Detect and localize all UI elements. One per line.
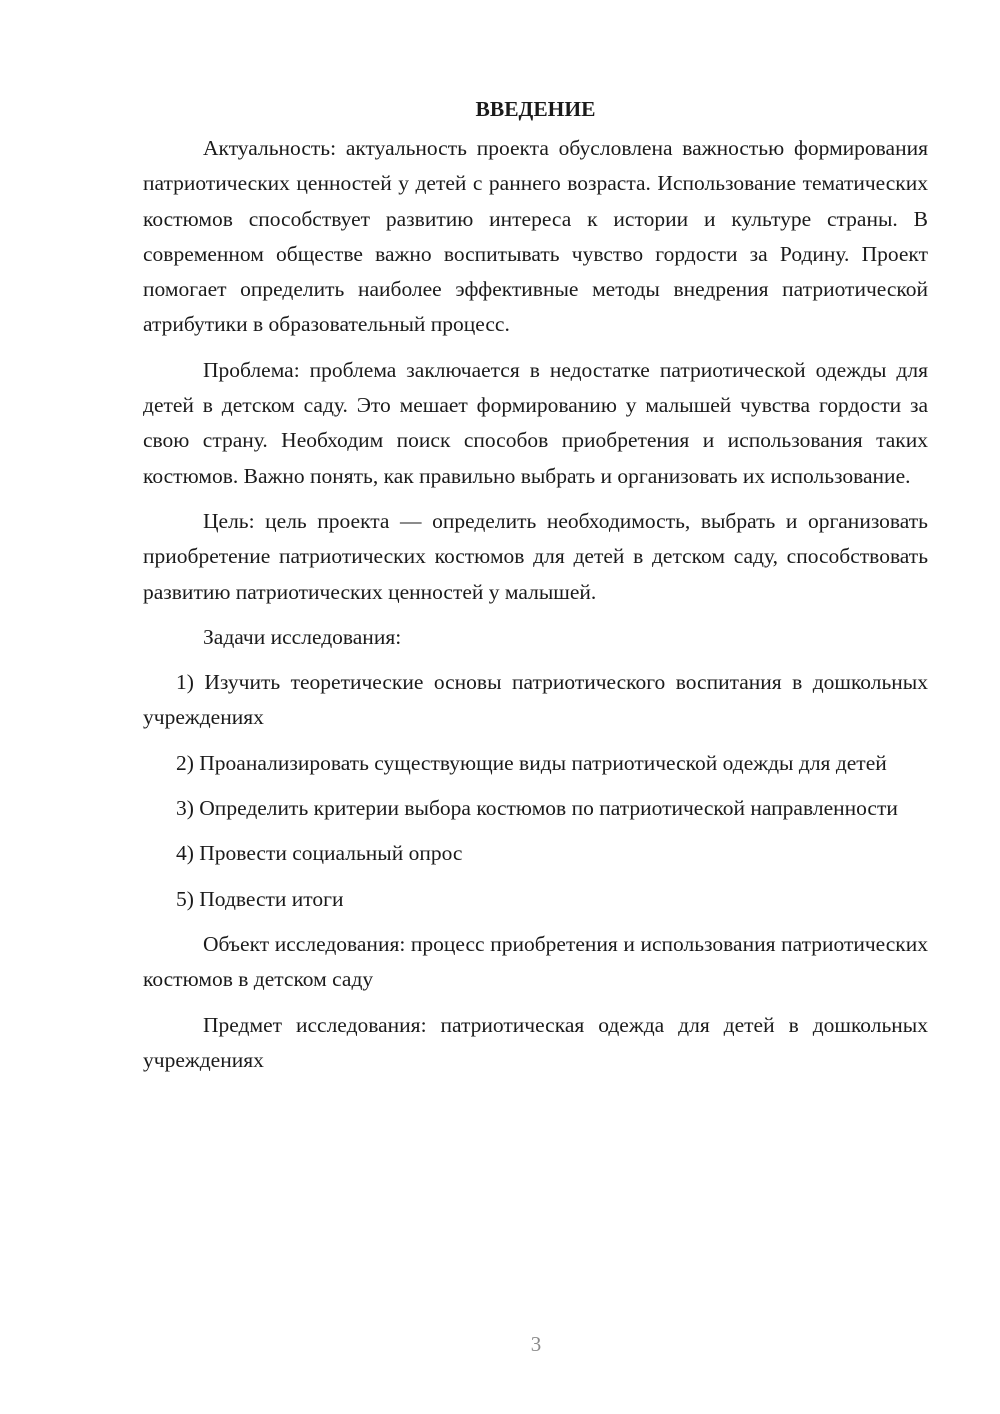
task-item: 1) Изучить теоретические основы патриотического воспитания в дошкольных учреждениях xyxy=(143,670,928,730)
tasks-heading: Задачи исследования: xyxy=(203,624,402,649)
paragraph-object: Объект исследования: процесс приобретения и использования патриотических костюмов в детском саду xyxy=(143,931,928,992)
document-page xyxy=(143,92,928,1088)
page-number: 3 xyxy=(530,1332,542,1356)
paragraph-goal: Цель: цель проекта — определить необходимость, выбрать и организовать приобретение патриотических костюмов для детей в детском саду, способствовать развитию патриотических ценностей у малышей. xyxy=(143,508,928,604)
paragraph-problem: Проблема: проблема заключается в недостатке патриотической одежды для детей в детском саду. Это мешает формированию у малышей чувства гордости за свою страну. Необходим поиск способов приобретения и использования таких костюмов. Важно понять, как правильно выбрать и организовать их использование. xyxy=(143,357,928,488)
paragraph-subject: Предмет исследования: патриотическая одежда для детей в дошкольных учреждениях xyxy=(143,1012,928,1072)
task-item: 4) Провести социальный опрос xyxy=(176,841,463,866)
page-title: ВВЕДЕНИЕ xyxy=(475,97,596,121)
paragraph-relevance: Актуальность: актуальность проекта обусловлена важностью формирования патриотических ценностей у детей с раннего возраста. Использование тематических костюмов способствует развитию интереса к истории и культуре страны. В современном обществе важно воспитывать чувство гордости за Родину. Проект помогает определить наиболее эффективные методы внедрения патриотической атрибутики в образовательный процесс. xyxy=(143,136,928,337)
task-item: 2) Проанализировать существующие виды патриотической одежды для детей xyxy=(176,750,887,775)
task-item: 5) Подвести итоги xyxy=(176,886,344,911)
task-item: 3) Определить критерии выбора костюмов по патриотической направленности xyxy=(176,796,898,821)
